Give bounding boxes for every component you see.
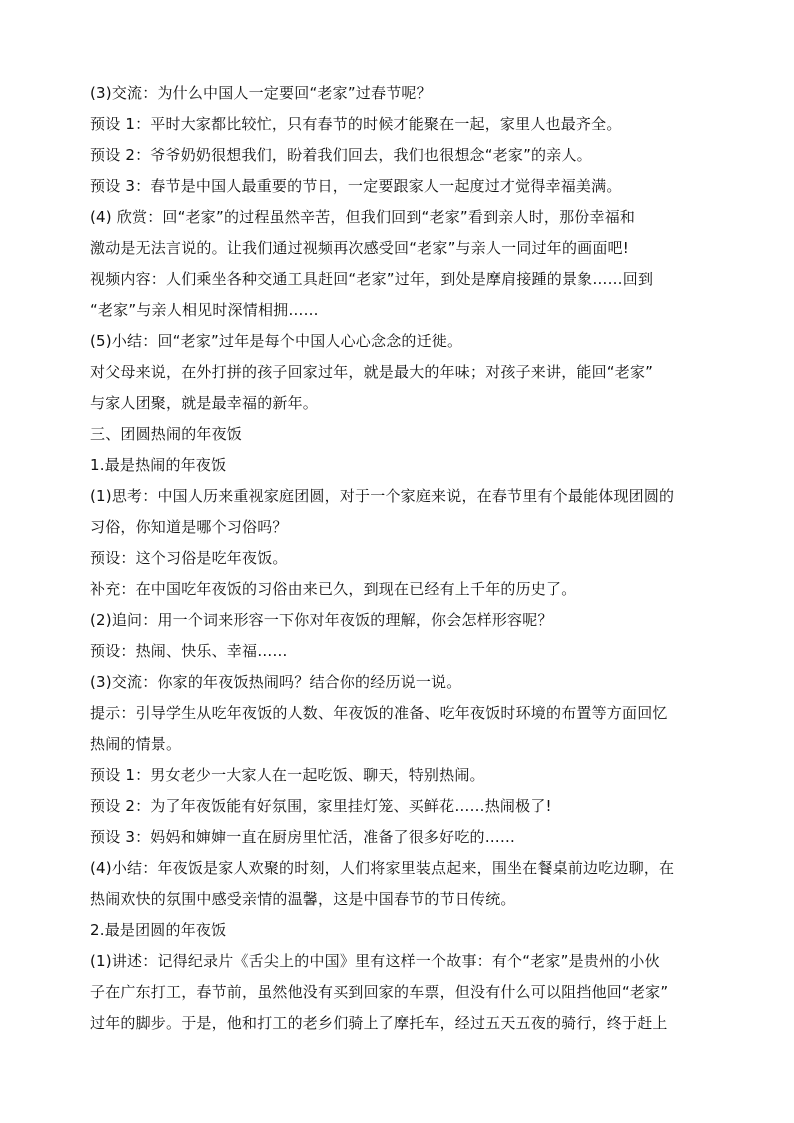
document-body — [90, 78, 710, 1039]
paragraph-line: 预设 2：为了年夜饭能有好氛围，家里挂灯笼、买鲜花……热闹极了! — [90, 797, 552, 815]
paragraph-line: 对父母来说，在外打拼的孩子回家过年，就是最大的年味；对孩子来讲，能回“老家” — [90, 363, 654, 381]
paragraph-line: 预设 2：爷爷奶奶很想我们，盼着我们回去，我们也很想念“老家”的亲人。 — [90, 146, 592, 164]
paragraph-line: (2)追问：用一个词来形容一下你对年夜饭的理解，你会怎样形容呢？ — [90, 611, 553, 629]
subsection-heading: 1.最是热闹的年夜饭 — [90, 456, 227, 474]
paragraph-line: 预设 3：妈妈和婶婶一直在厨房里忙活，准备了很多好吃的…… — [90, 828, 516, 846]
paragraph-line: (1)思考：中国人历来重视家庭团圆，对于一个家庭来说，在春节里有个最能体现团圆的 — [90, 487, 675, 505]
paragraph-line: 预设：这个习俗是吃年夜饭。 — [90, 549, 288, 567]
paragraph-line: 预设：热闹、快乐、幸福…… — [90, 642, 288, 660]
paragraph-line: (4) 欣赏：回“老家”的过程虽然辛苦，但我们回到“老家”看到亲人时，那份幸福和 — [90, 208, 636, 226]
paragraph-line: (3)交流：为什么中国人一定要回“老家”过春节呢？ — [90, 84, 432, 102]
paragraph-line: 热闹欢快的氛围中感受亲情的温馨，这是中国春节的节日传统。 — [90, 890, 516, 908]
paragraph-line: 与家人团聚，就是最幸福的新年。 — [90, 394, 319, 412]
paragraph-line: 补充：在中国吃年夜饭的习俗由来已久，到现在已经有上千年的历史了。 — [90, 580, 577, 598]
paragraph-line: 预设 3：春节是中国人最重要的节日，一定要跟家人一起度过才觉得幸福美满。 — [90, 177, 622, 195]
paragraph-line: 提示：引导学生从吃年夜饭的人数、年夜饭的准备、吃年夜饭时环境的布置等方面回忆 — [90, 704, 668, 722]
paragraph-line: “老家”与亲人相见时深情相拥…… — [90, 301, 319, 319]
paragraph-line: 预设 1：男女老少一大家人在一起吃饭、聊天，特别热闹。 — [90, 766, 485, 784]
paragraph-line: (5)小结：回“老家”过年是每个中国人心心念念的迁徙。 — [90, 332, 463, 350]
paragraph-line: (4)小结：年夜饭是家人欢聚的时刻，人们将家里装点起来，围坐在餐桌前边吃边聊，在 — [90, 859, 675, 877]
paragraph-line: 过年的脚步。于是，他和打工的老乡们骑上了摩托车，经过五天五夜的骑行，终于赶上 — [90, 1014, 668, 1032]
paragraph-line: (1)讲述：记得纪录片《舌尖上的中国》里有这样一个故事：有个“老家”是贵州的小伙 — [90, 952, 660, 970]
paragraph-line: 激动是无法言说的。让我们通过视频再次感受回“老家”与亲人一同过年的画面吧! — [90, 239, 629, 257]
paragraph-line: 热闹的情景。 — [90, 735, 182, 753]
section-heading: 三、团圆热闹的年夜饭 — [90, 425, 243, 443]
paragraph-line: 预设 1：平时大家都比较忙，只有春节的时候才能聚在一起，家里人也最齐全。 — [90, 115, 622, 133]
paragraph-line: (3)交流：你家的年夜饭热闹吗？结合你的经历说一说。 — [90, 673, 462, 691]
paragraph-line: 习俗，你知道是哪个习俗吗？ — [90, 518, 288, 536]
paragraph-line: 视频内容：人们乘坐各种交通工具赶回“老家”过年，到处是摩肩接踵的景象……回到 — [90, 270, 654, 288]
paragraph-line: 子在广东打工，春节前，虽然他没有买到回家的车票，但没有什么可以阻挡他回“老家” — [90, 983, 669, 1001]
subsection-heading: 2.最是团圆的年夜饭 — [90, 921, 227, 939]
